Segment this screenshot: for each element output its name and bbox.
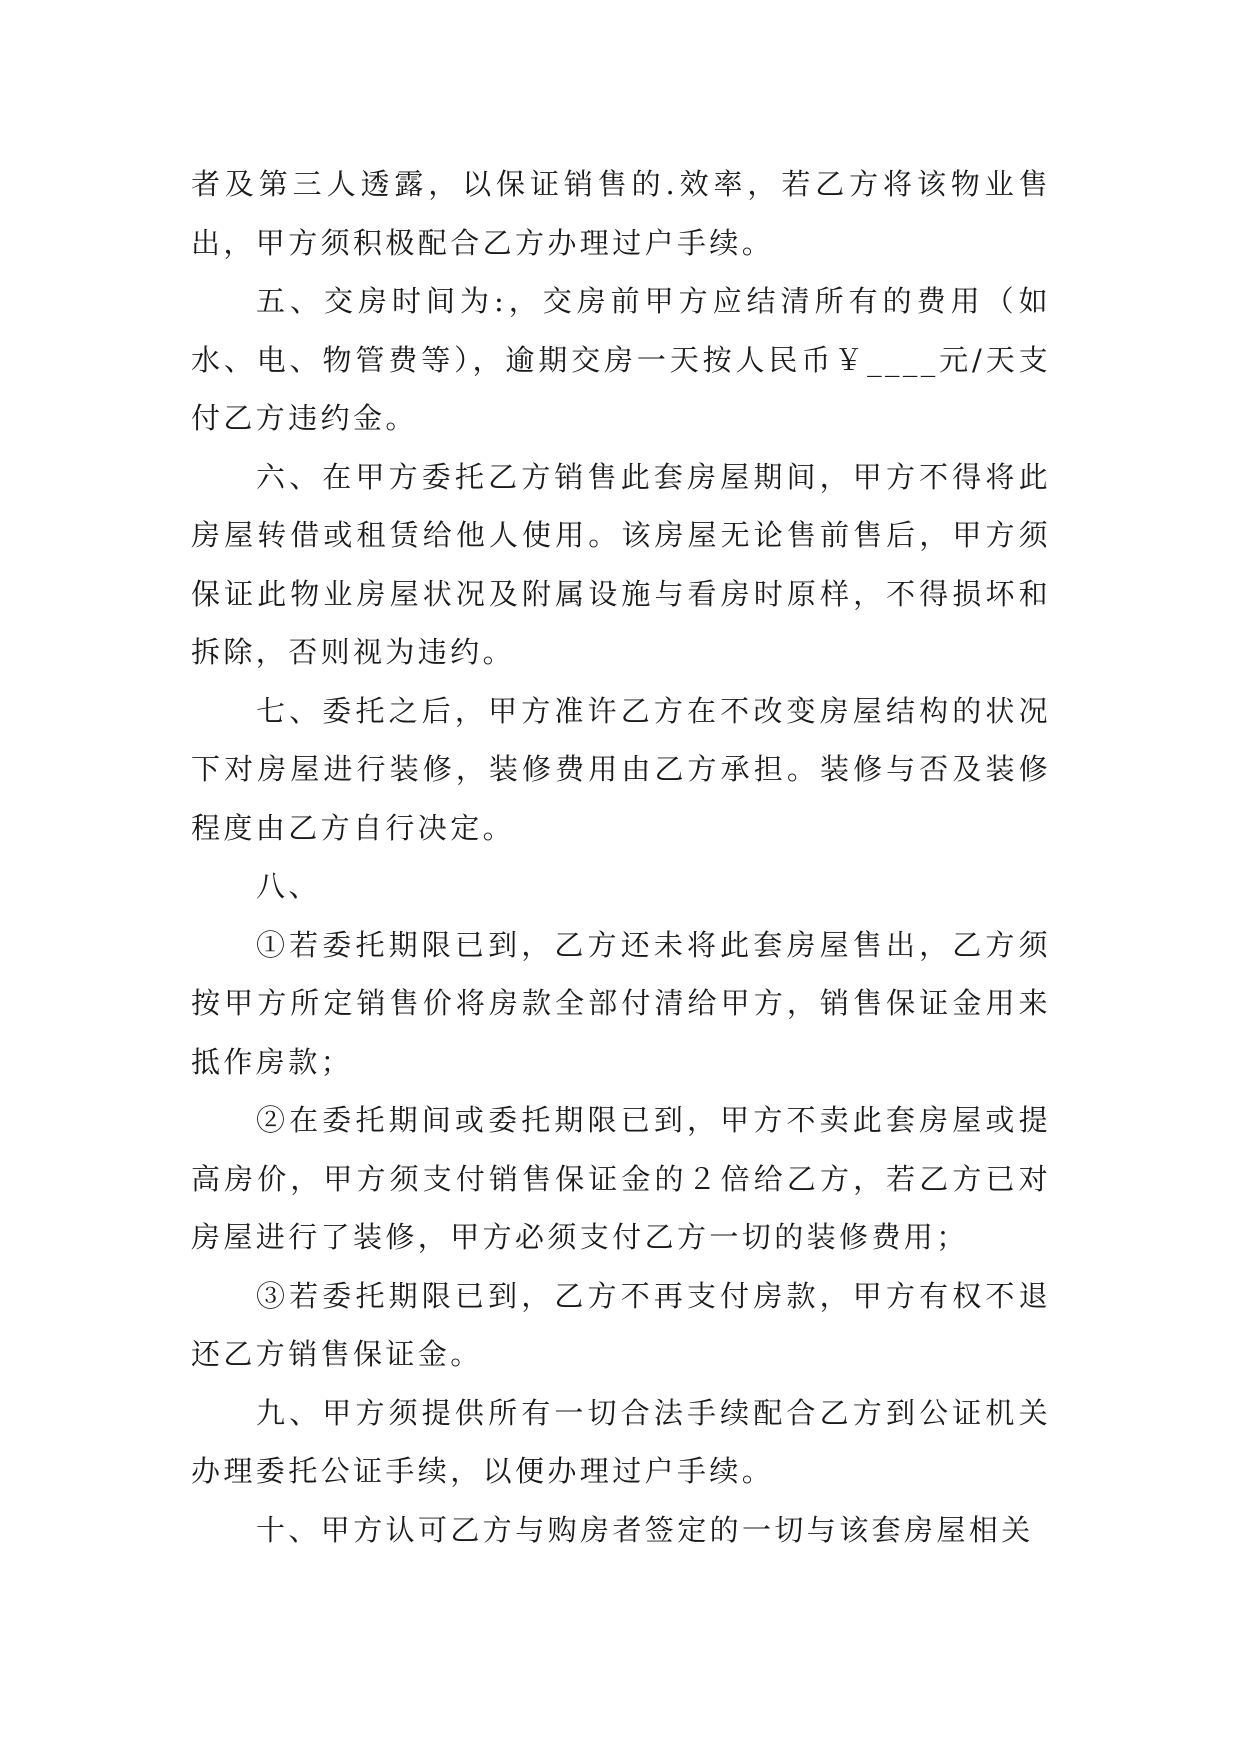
- paragraph-clause-8-item-1: ①若委托期限已到，乙方还未将此套房屋售出，乙方须按甲方所定销售价将房款全部付清给甲方，销售保证金用来抵作房款；: [191, 927, 1051, 1079]
- paragraph-clause-7: 七、委托之后，甲方准许乙方在不改变房屋结构的状况下对房屋进行装修，装修费用由乙方承担。装修与否及装修程度由乙方自行决定。: [191, 693, 1051, 845]
- paragraph-clause-5: 五、交房时间为:，交房前甲方应结清所有的费用（如水、电、物管费等），逾期交房一天按人民币￥____元/天支付乙方违约金。: [191, 284, 1051, 435]
- paragraph-clause-6: 六、在甲方委托乙方销售此套房屋期间，甲方不得将此房屋转借或租赁给他人使用。该房屋无论售前售后，甲方须保证此物业房屋状况及附属设施与看房时原样，不得损坏和拆除，否则视为违约。: [191, 459, 1051, 669]
- paragraph-clause-8-item-3: ③若委托期限已到，乙方不再支付房款，甲方有权不退还乙方销售保证金。: [191, 1278, 1051, 1371]
- paragraph-clause-10: 十、甲方认可乙方与购房者签定的一切与该套房屋相关: [256, 1512, 1034, 1547]
- paragraph-clause-8-item-2: ②在委托期间或委托期限已到，甲方不卖此套房屋或提高房价，甲方须支付销售保证金的２倍给乙方，若乙方已对房屋进行了装修，甲方必须支付乙方一切的装修费用；: [191, 1103, 1051, 1254]
- paragraph-clause-9: 九、甲方须提供所有一切合法手续配合乙方到公证机关办理委托公证手续，以便办理过户手续。: [191, 1395, 1051, 1488]
- paragraph-continuation: 者及第三人透露，以保证销售的.效率，若乙方将该物业售出，甲方须积极配合乙方办理过户手续。: [191, 167, 1051, 260]
- document-body: [191, 155, 1051, 1559]
- paragraph-clause-8-heading: 八、: [256, 869, 321, 903]
